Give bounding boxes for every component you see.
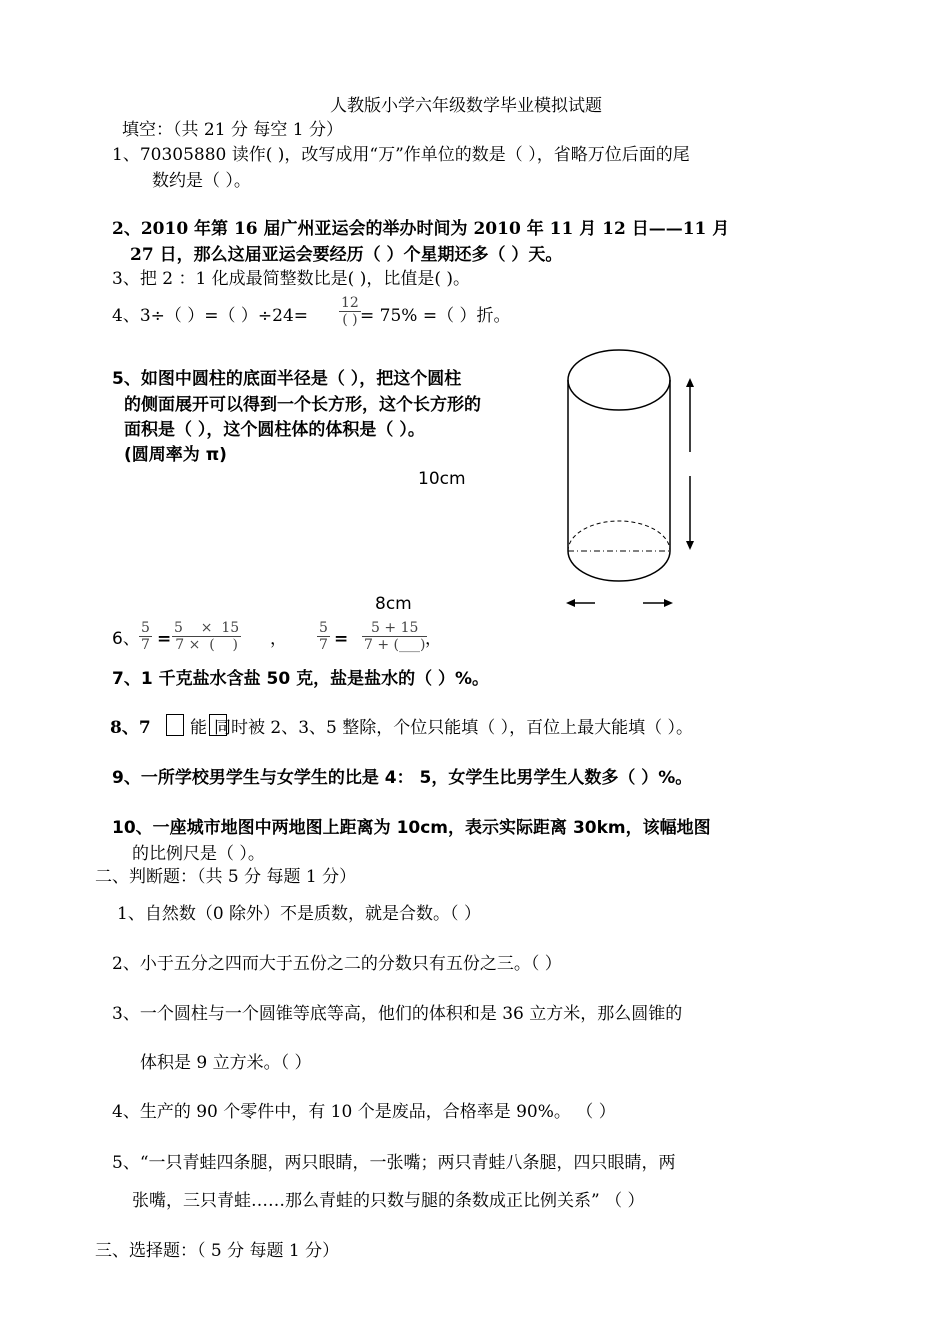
- question-10-line-2: 的比例尺是（ ）。: [132, 844, 265, 864]
- judge-question-3-line-2: 体积是 9 立方米。（ ）: [140, 1053, 312, 1073]
- question-3: 3、把 2 ：1 化成最简整数比是( )，比值是( )。: [112, 269, 470, 289]
- section-fill-in-heading: 填空：（共 21 分 每空 1 分）: [122, 120, 343, 140]
- question-4-right: = 75% =（ ）折。: [360, 306, 511, 326]
- judge-question-5-line-2: 张嘴，三只青蛙……那么青蛙的只数与腿的条数成正比例关系” （ ）: [132, 1191, 645, 1211]
- fraction-numerator: 5: [141, 620, 150, 636]
- question-6-fraction-1: [139, 620, 152, 653]
- height-arrow-up-icon: [683, 378, 697, 453]
- question-5-line-4: (圆周率为 π): [124, 445, 227, 465]
- question-6-fraction-2: [172, 620, 241, 653]
- fraction-denominator: 7 × ( ): [172, 636, 241, 653]
- section-true-false-heading: 二、判断题：（共 5 分 每题 1 分）: [95, 867, 357, 887]
- judge-question-4: 4、生产的 90 个零件中，有 10 个是废品，合格率是 90%。 （ ）: [112, 1102, 616, 1122]
- question-8-middle: 能: [190, 718, 207, 738]
- question-5-line-2: 的侧面展开可以得到一个长方形，这个长方形的: [124, 395, 481, 415]
- question-6-equals-2: =: [334, 629, 349, 649]
- judge-question-2: 2、小于五分之四而大于五份之二的分数只有五份之三。（ ）: [112, 954, 562, 974]
- cylinder-height-label: 10cm: [418, 469, 466, 489]
- answer-box-2-outline: [209, 714, 227, 736]
- fraction-numerator: 5: [319, 620, 328, 636]
- question-2-line-1: 2、2010 年第 16 届广州亚运会的举办时间为 2010 年 11 月 12 日——11 月: [112, 219, 730, 239]
- fraction-denominator: 7 + (___): [364, 637, 426, 653]
- question-5-line-3: 面积是（ ），这个圆柱体的体积是（ ）。: [124, 420, 425, 440]
- question-8-end: 同时被 2、3、5 整除，个位只能填（ ），百位上最大能填（ ）。: [214, 718, 694, 738]
- question-6-comma-1: ，: [270, 629, 287, 649]
- question-4-left: 4、3÷（ ）=（ ）÷24=: [112, 306, 309, 326]
- question-9: 9、一所学校男学生与女学生的比是 4： 5，女学生比男学生人数多（ ）%。: [112, 768, 693, 788]
- fraction-numerator: 5 + 15: [371, 620, 419, 636]
- judge-question-3-line-1: 3、一个圆柱与一个圆锥等底等高，他们的体积和是 36 立方米，那么圆锥的: [112, 1004, 683, 1024]
- fraction-denominator: 7: [319, 637, 328, 653]
- question-4-fraction: [339, 295, 361, 328]
- question-4-fraction-numerator: 12: [341, 295, 359, 311]
- page-title: 人教版小学六年级数学毕业模拟试题: [330, 96, 602, 116]
- question-5-line-1: 5、如图中圆柱的底面半径是（ ），把这个圆柱: [112, 369, 462, 389]
- question-1-line-1: 1、70305880 读作( )，改写成用“万”作单位的数是（ ），省略万位后面的尾: [112, 145, 690, 165]
- question-7: 7、1 千克盐水含盐 50 克，盐是盐水的（ ）%。: [112, 669, 490, 689]
- width-arrow-left-icon: [566, 596, 596, 610]
- question-6-comma-2: ，: [425, 629, 442, 649]
- height-arrow-down-icon: [683, 476, 697, 551]
- answer-box-1[interactable]: [166, 714, 184, 736]
- fraction-numerator: 5 × 15: [174, 620, 240, 636]
- judge-question-1: 1、自然数（0 除外）不是质数，就是合数。（ ）: [117, 904, 481, 924]
- fraction-denominator: 7: [141, 637, 150, 653]
- section-choice-heading: 三、选择题：（ 5 分 每题 1 分）: [95, 1241, 340, 1261]
- question-6-equals-1: =: [157, 629, 172, 649]
- width-arrow-right-icon: [643, 596, 673, 610]
- question-6-label: 6、: [112, 629, 140, 649]
- question-6-fraction-3: [317, 620, 330, 653]
- question-2-line-2: 27 日，那么这届亚运会要经历（ ）个星期还多（ ）天。: [130, 245, 563, 265]
- question-8-start: 8、7: [110, 718, 151, 738]
- question-4-fraction-denominator: ( ): [339, 311, 361, 328]
- cylinder-width-label: 8cm: [375, 594, 412, 614]
- question-6-fraction-4: [362, 620, 427, 653]
- judge-question-5-line-1: 5、“一只青蛙四条腿，两只眼睛，一张嘴；两只青蛙八条腿，四只眼睛，两: [112, 1153, 676, 1173]
- question-10-line-1: 10、一座城市地图中两地图上距离为 10cm，表示实际距离 30km，该幅地图: [112, 818, 711, 838]
- cylinder-figure: [560, 350, 690, 620]
- question-1-line-2: 数约是（ ）。: [152, 171, 251, 191]
